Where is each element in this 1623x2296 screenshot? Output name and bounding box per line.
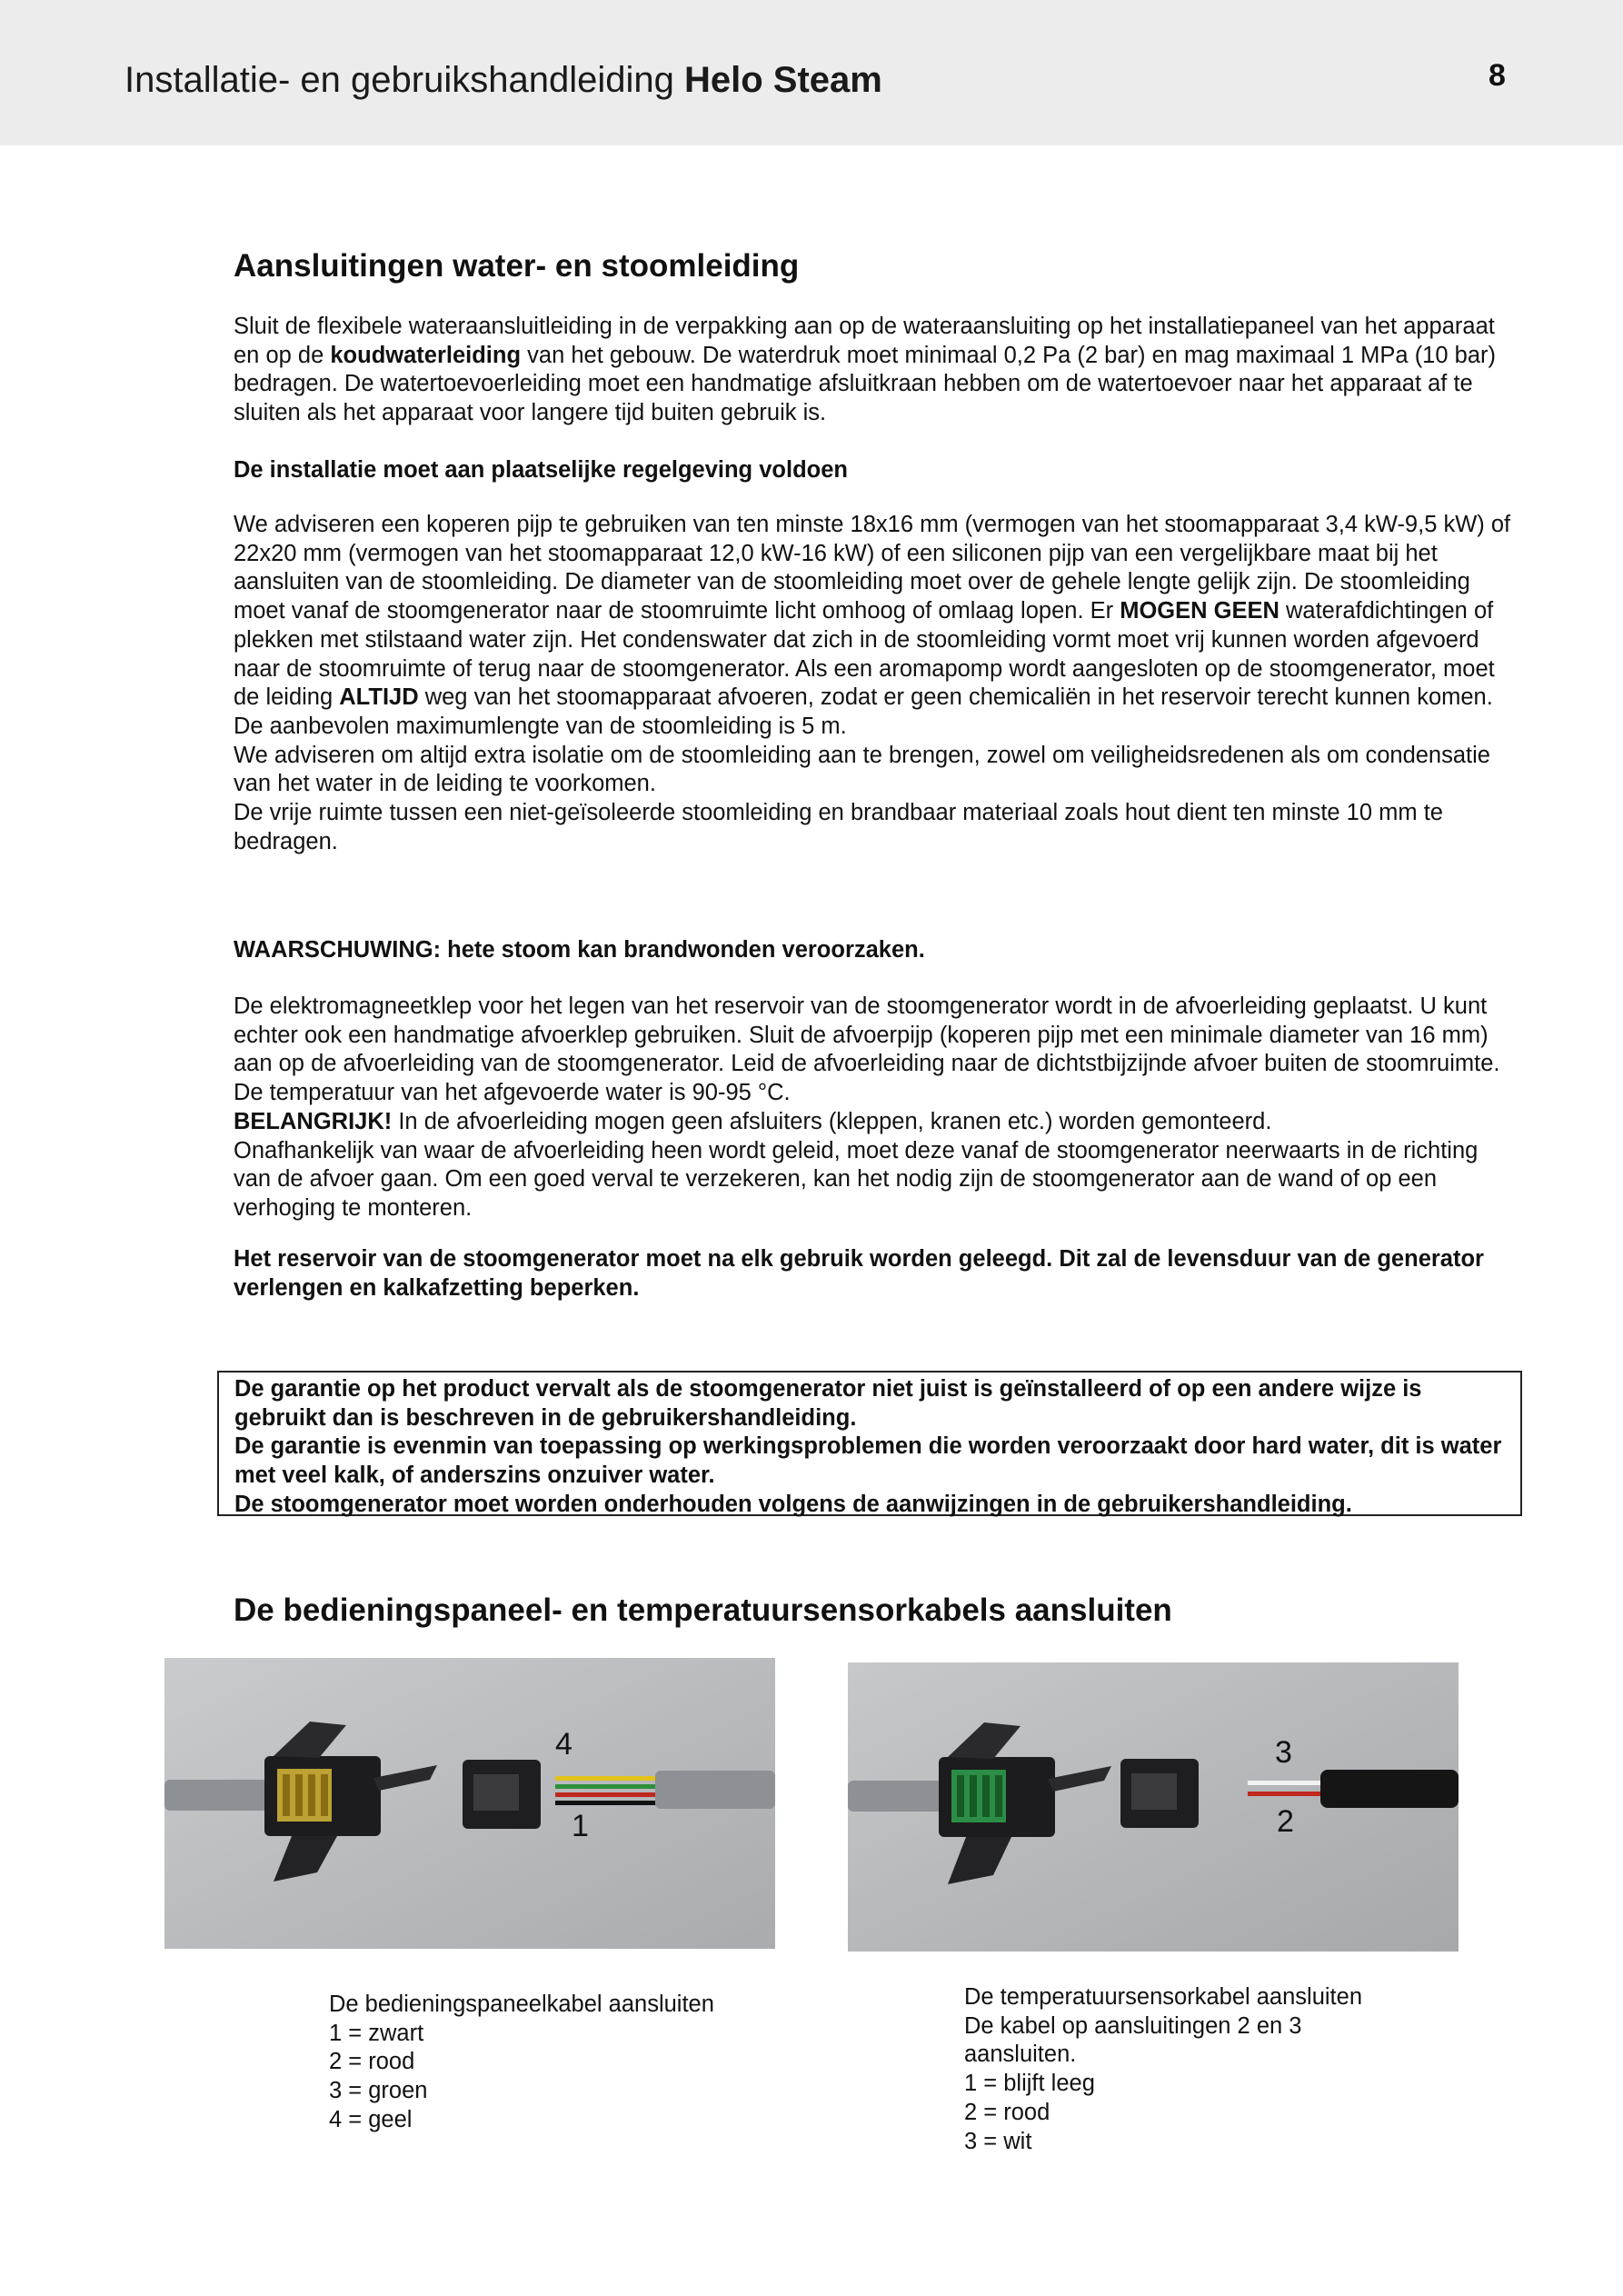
paragraph-water-connection bbox=[234, 313, 1515, 428]
section-heading-water-steam: Aansluitingen water- en stoomleiding bbox=[234, 248, 800, 284]
caption-item: 1 = zwart bbox=[329, 2020, 424, 2046]
clearance-line: De vrije ruimte tussen een niet-geïsoleerde stoomleiding en brandbaar materiaal zoals hout dient ten minste 10 mm te bedragen. bbox=[234, 800, 1443, 854]
caption-item: 2 = rood bbox=[329, 2049, 415, 2075]
drain-direction-text: Onafhankelijk van waar de afvoerleiding heen wordt geleid, moet deze vanaf de stoomgenerator neerwaarts in de richting van de afvoer gaan. Om een goed verval te verzekeren, kan het nodig zijn de stoomgenerator aan de wand of op een verhoging te monteren. bbox=[234, 1137, 1479, 1221]
insulation-line: We adviseren om altijd extra isolatie om de stoomleiding aan te brengen, zowel om veiligheidsredenen als om condensatie van het water in de leiding te voorkomen. bbox=[234, 742, 1490, 797]
text-segment: Sluit de flexibele wateraansluitleiding in de verpakking aan op de wateraansluiting op het installatiepaneel van het apparaat en op de bbox=[234, 314, 1495, 368]
steam-pipe-text bbox=[234, 511, 1515, 713]
section-heading-cables: De bedieningspaneel- en temperatuursensorkabels aansluiten bbox=[234, 1592, 1172, 1628]
temperature-sensor-cable-photo bbox=[848, 1662, 1459, 1952]
important-label: BELANGRIJK! bbox=[234, 1108, 393, 1134]
document-title-regular: Installatie- en gebruikshandleiding bbox=[124, 60, 684, 100]
reservoir-note: Het reservoir van de stoomgenerator moet na elk gebruik worden geleegd. Dit zal de levensduur van de generator verlengen en kalkafzetting beperken. bbox=[234, 1246, 1484, 1301]
warning-hot-steam: WAARSCHUWING: hete stoom kan brandwonden veroorzaken. bbox=[234, 937, 925, 963]
text-bold-segment: MOGEN GEEN bbox=[1120, 598, 1279, 624]
caption-item: 3 = wit bbox=[964, 2128, 1032, 2154]
caption-item: 4 = geel bbox=[329, 2106, 413, 2132]
photo1-label-1: 1 bbox=[572, 1809, 589, 1843]
text-segment: weg van het stoomapparaat afvoeren, zodat er geen chemicaliën in het reservoir terecht kunnen komen. bbox=[418, 684, 1493, 711]
regulation-note: De installatie moet aan plaatselijke regelgeving voldoen bbox=[234, 457, 848, 483]
caption-item: 1 = blijft leeg bbox=[964, 2071, 1095, 2097]
text-segment: We adviseren een koperen pijp te gebruiken van ten minste 18x16 mm (vermogen van het stoomapparaat 3,4 kW-9,5 kW) of 22x20 mm (vermogen van het stoomapparaat 12,0 kW-16 kW) of een siliconen pijp van een vergelijkbare maat bij het aansluiten van de stoomleiding. De diameter van de stoomleiding moet over de gehele lengte gelijk zijn. De stoomleiding moet vanaf de stoomgenerator naar de stoomruimte licht omhoog of omlaag lopen. Er bbox=[234, 512, 1511, 624]
warranty-line: De garantie op het product vervalt als de stoomgenerator niet juist is geïnstalleerd of op een andere wijze is gebruikt dan is beschreven in de gebruikershandleiding. bbox=[234, 1376, 1422, 1431]
important-line bbox=[234, 1108, 1515, 1137]
warranty-box bbox=[217, 1371, 1522, 1516]
photo2-label-2: 2 bbox=[1277, 1804, 1294, 1839]
control-panel-cable-caption bbox=[329, 1991, 714, 2135]
photo1-label-4: 4 bbox=[555, 1727, 573, 1762]
text-bold-segment: koudwaterleiding bbox=[330, 342, 522, 368]
page-number: 8 bbox=[1489, 58, 1506, 93]
paragraph-drain bbox=[234, 993, 1515, 1223]
caption-item: 2 = rood bbox=[964, 2099, 1050, 2125]
paragraph-steam-pipe bbox=[234, 511, 1515, 856]
connector-illustration bbox=[164, 1658, 775, 1949]
temperature-sensor-cable-caption bbox=[964, 1983, 1362, 2156]
text-segment: van het gebouw. De waterdruk moet minimaal 0,2 Pa (2 bar) en mag maximaal 1 MPa (10 bar) bedragen. De watertoevoerleiding moet een handmatige afsluitkraan hebben om de watertoevoer naar het apparaat af te sluiten als het apparaat voor langere tijd buiten gebruik is. bbox=[234, 342, 1496, 426]
text-segment: waterafdichtingen of plekken met stilstaand water zijn. Het condenswater dat zich in de stoomleiding vormt moet vrij kunnen worden afgevoerd naar de stoomruimte of terug naar de stoomgenerator. Als een aromapomp wordt aangesloten op de stoomgenerator, moet de leiding bbox=[234, 598, 1495, 711]
important-text: In de afvoerleiding mogen geen afsluiters (kleppen, kranen etc.) worden gemonteerd. bbox=[392, 1108, 1272, 1134]
max-length-line: De aanbevolen maximumlengte van de stoomleiding is 5 m. bbox=[234, 713, 847, 739]
control-panel-cable-photo bbox=[164, 1658, 775, 1949]
drain-text: De elektromagneetklep voor het legen van het reservoir van de stoomgenerator wordt in de afvoerleiding geplaatst. U kunt echter ook een handmatige afvoerklep gebruiken. Sluit de afvoerpijp (koperen pijp met een minimale diameter van 16 mm) aan op de afvoerleiding van de stoomgenerator. Leid de afvoerleiding naar de dichtstbijzijnde afvoer buiten de stoomruimte. De temperatuur van het afgevoerde water is 90-95 °C. bbox=[234, 993, 1500, 1106]
text-bold-segment: ALTIJD bbox=[339, 684, 419, 711]
caption-line: aansluiten. bbox=[964, 2041, 1077, 2068]
connector-illustration bbox=[848, 1662, 1459, 1952]
caption-title: De temperatuursensorkabel aansluiten bbox=[964, 1984, 1363, 2010]
warranty-text bbox=[234, 1375, 1516, 1520]
page-header bbox=[0, 0, 1623, 145]
caption-line: De kabel op aansluitingen 2 en 3 bbox=[964, 2012, 1302, 2039]
warranty-line: De stoomgenerator moet worden onderhouden volgens de aanwijzingen in de gebruikershandleiding. bbox=[234, 1491, 1352, 1517]
caption-title: De bedieningspaneelkabel aansluiten bbox=[329, 1992, 714, 2017]
document-title-product: Helo Steam bbox=[683, 60, 882, 100]
photo2-label-3: 3 bbox=[1275, 1735, 1292, 1770]
warranty-line: De garantie is evenmin van toepassing op werkingsproblemen die worden veroorzaakt door hard water, dit is water met veel kalk, of anderszins onzuiver water. bbox=[234, 1433, 1502, 1489]
document-title bbox=[124, 60, 882, 101]
caption-item: 3 = groen bbox=[329, 2078, 428, 2104]
